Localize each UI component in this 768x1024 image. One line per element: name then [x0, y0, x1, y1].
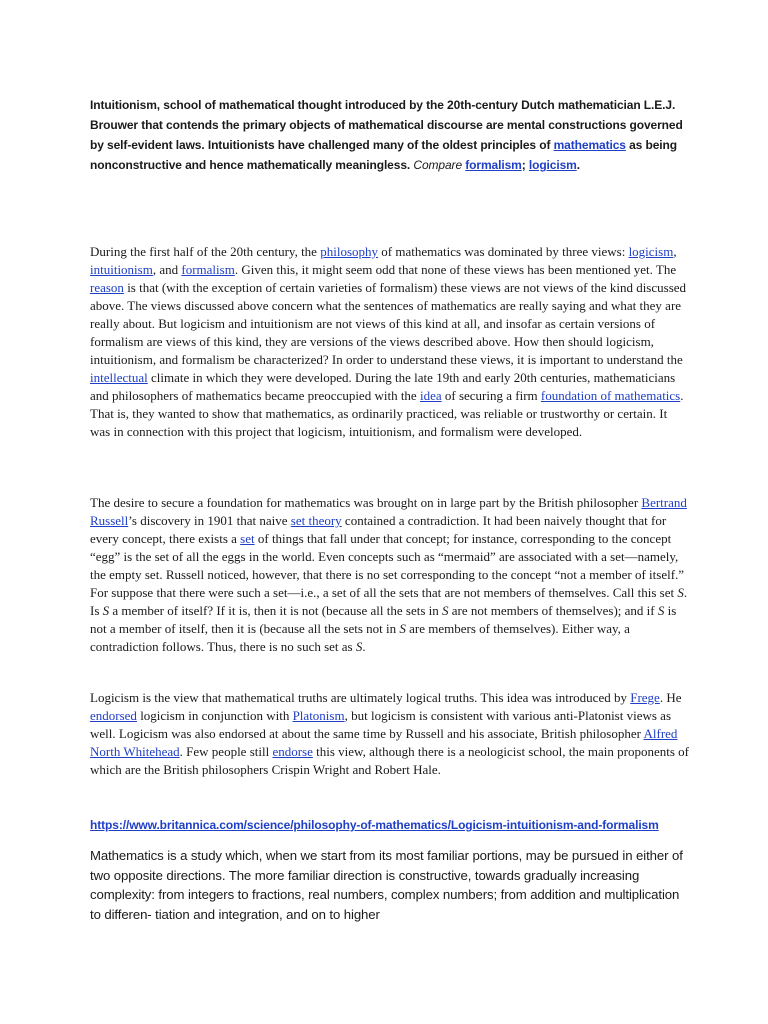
text: Mathematics is a study which, when we start from its most familiar portions, may be pursued in either of two opposite directions. The more familiar direction is constructive, towards gradually increasing complexity: from integers to fractions, real numbers, complex numbers; from addition and multiplication to differen- tiation and integration, and on to higher: [90, 848, 683, 922]
text: are members of themselves). Either way, a contradiction follows. Thus, there is no such set as: [90, 621, 630, 654]
link-logicism[interactable]: logicism: [628, 244, 674, 259]
text: is that (with the exception of certain varieties of formalism) these views are not views of the kind discussed above. The views discussed above concern what the sentences of mathematics are really saying and what they are really about. But logicism and intuitionism are not views of this kind at all, and insofar as certain versions of formalism are views of this kind, they are versions of the views described above. How then should logicism, intuitionism, and formalism be characterized? In order to understand these views, it is important to understand the: [90, 280, 687, 367]
link-endorsed[interactable]: endorsed: [90, 708, 137, 723]
paragraph-mathematics-study: [90, 846, 690, 924]
link-idea[interactable]: idea: [419, 388, 442, 403]
text: contained a contradiction. It had been naively thought that for every concept, there exists a: [90, 513, 667, 546]
text: of things that fall under that concept; for instance, corresponding to the concept “egg” is the set of all the eggs in the world. Even concepts such as “mermaid” are associated with a set—namely, the empty set. Russell noticed, however, that there is no set corresponding to the concept “not a member of itself.” For suppose that there were such a set—i.e., a set of all the sets that are not members of themselves. Call this set: [90, 531, 685, 600]
source-url-link[interactable]: https://www.britannica.com/science/philosophy-of-mathematics/Logicism-intuitionism-and-formalism: [90, 818, 659, 832]
link-intellectual[interactable]: intellectual: [90, 370, 148, 385]
set-symbol: S: [677, 585, 684, 600]
link-foundation-of-mathematics[interactable]: foundation of mathematics: [540, 388, 681, 403]
link-set-theory[interactable]: set theory: [290, 513, 342, 528]
text: . That is, they wanted to show that mathematics, as ordinarily practiced, was reliable or trustworthy or certain. It was in connection with this project that logicism, intuitionism, and formalism were developed.: [90, 388, 684, 439]
link-intuitionism[interactable]: intuitionism: [90, 262, 153, 277]
text: is not a member of itself, then it is (because all the sets not in: [90, 603, 677, 636]
text: logicism in conjunction with: [136, 708, 293, 723]
text: are not members of themselves); and if: [448, 603, 658, 618]
paragraph-russell: [90, 494, 690, 656]
link-endorse[interactable]: endorse: [272, 744, 313, 759]
intro-paragraph: [90, 95, 690, 175]
paragraph-views: [90, 243, 690, 441]
paragraph-logicism: [90, 689, 690, 779]
text: , and: [152, 262, 182, 277]
text: ,: [673, 244, 677, 259]
text: this view, although there is a neologicist school, the main proponents of which are the British philosophers Crispin Wright and Robert Hale.: [90, 744, 689, 777]
text: . Few people still: [179, 744, 273, 759]
set-symbol: S: [102, 603, 110, 618]
link-platonism[interactable]: Platonism: [292, 708, 345, 723]
link-alfred-north-whitehead[interactable]: Alfred North Whitehead: [90, 726, 678, 759]
text: . Is: [90, 585, 688, 618]
link-set[interactable]: set: [240, 531, 255, 546]
intro-text-2: as being nonconstructive and hence mathematically meaningless.: [90, 138, 677, 172]
set-symbol: S: [657, 603, 665, 618]
link-bertrand-russell[interactable]: Bertrand Russell: [90, 495, 687, 528]
intro-text-5: .: [576, 158, 580, 172]
link-logicism[interactable]: logicism: [528, 158, 577, 172]
text: climate in which they were developed. During the late 19th and early 20th centuries, mathematicians and philosophers of mathematics became preoccupied with the: [90, 370, 676, 403]
link-reason[interactable]: reason: [90, 280, 124, 295]
intro-text-1: Intuitionism, school of mathematical thought introduced by the 20th-century Dutch mathematician L.E.J. Brouwer that contends the primary objects of mathematical discourse are mental constructions governed by self-evident laws. Intuitionists have challenged many of the oldest principles of: [90, 98, 683, 152]
set-symbol: S: [399, 621, 406, 636]
set-symbol: S: [442, 603, 449, 618]
link-formalism[interactable]: formalism: [181, 262, 235, 277]
text: .: [362, 639, 366, 654]
text: of mathematics was dominated by three views:: [378, 244, 629, 259]
text: a member of itself? If it is, then it is not (because all the sets in: [109, 603, 442, 618]
text: ’s discovery in 1901 that naive: [128, 513, 291, 528]
link-formalism[interactable]: formalism: [465, 158, 522, 172]
link-frege[interactable]: Frege: [630, 690, 660, 705]
link-philosophy[interactable]: philosophy: [320, 244, 379, 259]
text: Logicism is the view that mathematical truths are ultimately logical truths. This idea was introduced by: [90, 690, 631, 705]
text: , but logicism is consistent with various anti-Platonist views as well. Logicism was also endorsed at about the same time by Russell and his associate, British philosopher: [90, 708, 672, 741]
text: During the first half of the 20th century, the: [90, 244, 321, 259]
link-mathematics[interactable]: mathematics: [553, 138, 626, 152]
text: . He: [659, 690, 682, 705]
text: The desire to secure a foundation for mathematics was brought on in large part by the British philosopher: [90, 495, 642, 510]
text: of securing a firm: [441, 388, 541, 403]
intro-text-4: ;: [521, 158, 529, 172]
compare-label: Compare: [413, 158, 463, 172]
text: . Given this, it might seem odd that none of these views has been mentioned yet. The: [234, 262, 677, 277]
source-url-line: [90, 815, 730, 835]
set-symbol: S: [355, 639, 363, 654]
